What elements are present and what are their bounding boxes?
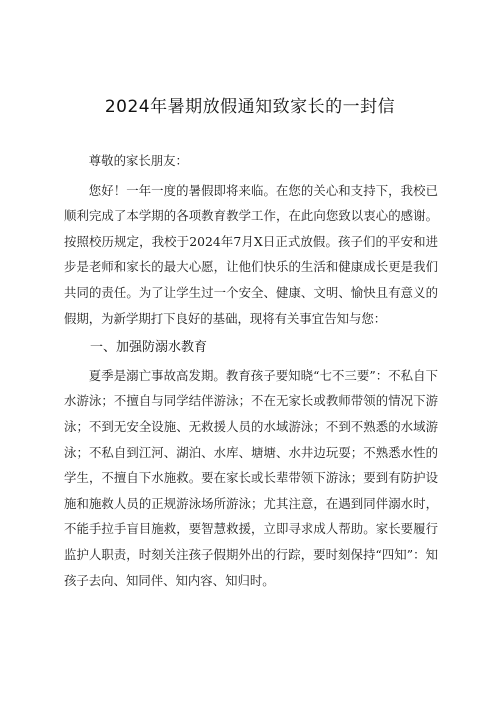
letter-body: [64, 148, 438, 593]
letter-title: 2024年暑期放假通知致家长的一封信: [104, 97, 396, 117]
section-heading-drowning-prevention: 一、加强防溺水教育: [90, 340, 208, 356]
letter-intro-paragraph: 您好！一年一度的暑假即将来临。在您的关心和支持下，我校已顺利完成了本学期的各项教育教学工作，在此向您致以衷心的感谢。按照校历规定，我校于2024年7月X日正式放假。孩子们的平安和进步是老师和家长的最大心愿，让他们快乐的生活和健康成长更是我们共同的责任。为了让学生过一个安全、健康、文明、愉快且有意义的假期，为新学期打下良好的基础，现将有关事宜告知与您：: [64, 182, 438, 326]
letter-greeting: 尊敬的家长朋友：: [88, 153, 188, 168]
section-paragraph-drowning-prevention: 夏季是溺亡事故高发期。教育孩子要知晓“七不三要”：不私自下水游泳；不擅自与同学结伴游泳；不在无家长或教师带领的情况下游泳；不到无安全设施、无救援人员的水域游泳；不到不熟悉的水域游泳；不私自到江河、湖泊、水库、塘塘、水井边玩耍；不熟悉水性的学生，不擅自下水施救。要在家长或长辈带领下游泳；要到有防护设施和施救人员的正规游泳场所游泳；尤其注意，在遇到同伴溺水时，不能手拉手盲目施救，要智慧救援，立即寻求成人帮助。家长要履行监护人职责，时刻关注孩子假期外出的行踪，要时刻保持“四知”：知孩子去向、知同伴、知内容、知归时。: [64, 367, 438, 588]
